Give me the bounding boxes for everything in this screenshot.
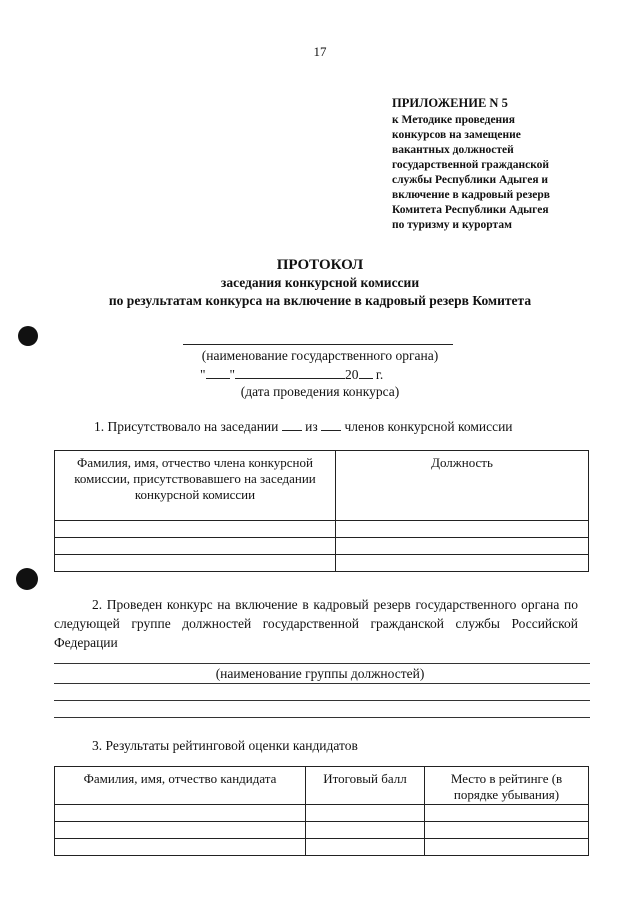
rating-header-place: Место в рейтинге (в порядке убывания)	[425, 767, 589, 805]
table-row	[55, 538, 589, 555]
document-title	[0, 256, 640, 310]
appendix-heading: ПРИЛОЖЕНИЕ N 5	[392, 96, 508, 110]
appendix-block	[392, 96, 622, 233]
title-sub1: заседания конкурсной комиссии	[220, 275, 420, 290]
group-caption: (наименование группы должностей)	[215, 666, 425, 681]
date-quote-close: "	[229, 367, 236, 382]
section1-text-c: членов конкурсной комиссии	[344, 419, 513, 434]
org-caption: (наименование государственного органа)	[201, 348, 439, 363]
table-row	[55, 839, 589, 856]
date-quote-open: "	[200, 367, 206, 382]
section1-text-a: 1. Присутствовало на заседании	[94, 419, 279, 434]
org-name-line	[183, 344, 453, 345]
appendix-line: службы Республики Адыгея и	[392, 174, 549, 186]
table-cell	[425, 805, 589, 822]
fill-line	[54, 717, 590, 718]
appendix-line: государственной гражданской	[392, 159, 550, 171]
table-row	[55, 805, 589, 822]
fill-line	[54, 700, 590, 701]
appendix-line: по туризму и курортам	[392, 219, 512, 231]
commission-table	[54, 450, 589, 572]
section1-text-b: из	[305, 419, 318, 434]
date-year-blank	[359, 366, 373, 379]
appendix-line: включение в кадровый резерв	[392, 189, 550, 201]
table-cell	[55, 805, 306, 822]
punch-hole-icon	[18, 326, 38, 346]
punch-hole-icon	[16, 568, 38, 590]
rating-header-score: Итоговый балл	[306, 767, 425, 805]
date-year-prefix: 20	[345, 367, 359, 382]
appendix-line: конкурсов на замещение	[392, 129, 521, 141]
title-sub2: по результатам конкурса на включение в кадровый резерв Комитета	[108, 293, 532, 308]
table-cell	[306, 822, 425, 839]
page-number: 17	[313, 44, 327, 59]
date-caption: (дата проведения конкурса)	[240, 384, 400, 399]
table-cell	[425, 822, 589, 839]
table-row	[55, 555, 589, 572]
table-cell	[425, 839, 589, 856]
table-row	[55, 822, 589, 839]
present-count-blank	[282, 418, 302, 431]
rating-table	[54, 766, 589, 856]
section2-text: 2. Проведен конкурс на включение в кадровый резерв государственного органа по следующей группе должностей государственной гражданской службы Российской Федерации	[54, 597, 578, 650]
appendix-line: Комитета Республики Адыгея	[392, 204, 549, 216]
table-cell	[55, 555, 336, 572]
fill-line	[54, 683, 590, 684]
date-line	[200, 366, 383, 383]
table-cell	[336, 538, 589, 555]
table-cell	[55, 521, 336, 538]
table-cell	[306, 805, 425, 822]
section1-text	[94, 418, 513, 435]
date-month-blank	[235, 366, 345, 379]
date-year-suffix: г.	[375, 367, 384, 382]
section3-text: 3. Результаты рейтинговой оценки кандидатов	[92, 738, 358, 753]
rating-header-name: Фамилия, имя, отчество кандидата	[55, 767, 306, 805]
commission-header-name: Фамилия, имя, отчество члена конкурсной комиссии, присутствовавшего на заседании конкурсной комиссии	[55, 451, 336, 521]
table-cell	[55, 839, 306, 856]
table-cell	[55, 538, 336, 555]
commission-header-position: Должность	[336, 451, 589, 521]
table-cell	[55, 822, 306, 839]
table-cell	[306, 839, 425, 856]
appendix-line: вакантных должностей	[392, 144, 514, 156]
table-row	[55, 521, 589, 538]
total-count-blank	[321, 418, 341, 431]
title-main: ПРОТОКОЛ	[276, 257, 364, 273]
fill-line	[54, 663, 590, 664]
table-cell	[336, 521, 589, 538]
table-cell	[336, 555, 589, 572]
date-day-blank	[206, 366, 230, 379]
appendix-line: к Методике проведения	[392, 114, 516, 126]
